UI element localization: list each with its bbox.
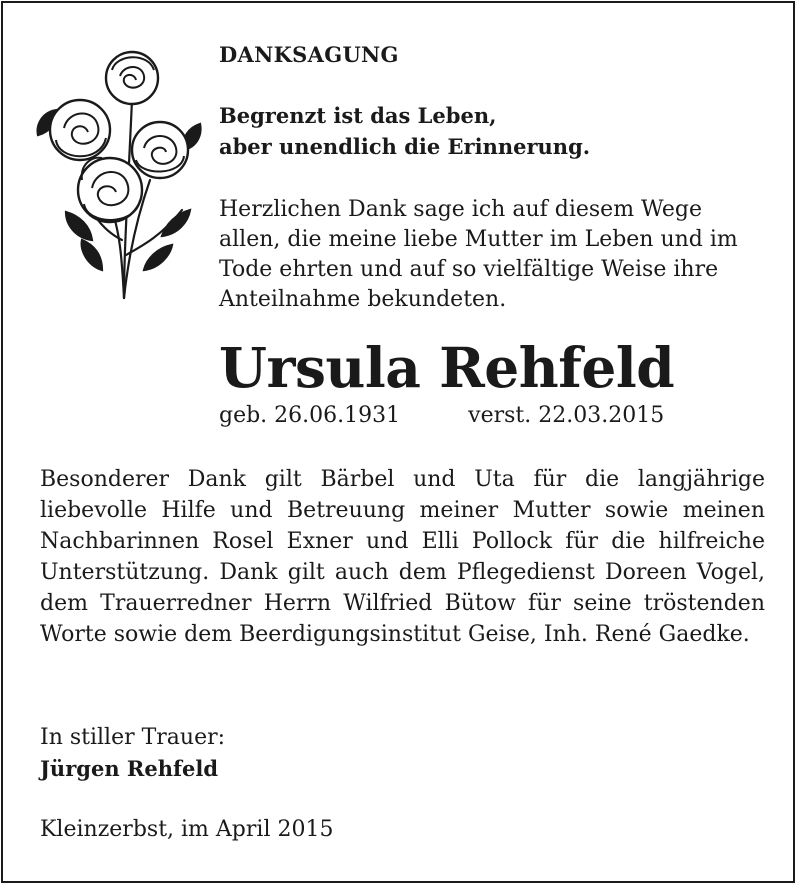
thanks-body: Besonderer Dank gilt Bärbel und Uta für die langjährige liebevolle Hilfe und Betreuung meiner Mutter sowie meinen Nachbarinnen Rosel Exner und Elli Pollock für die hilfreiche Unterstützung. Dank gilt auch dem Pflegedienst Doreen Vogel, dem Trauerredner Herrn Wilfried Bütow für seine tröstenden Worte sowie dem Beerdigungsinstitut Geise, Inh. René Gaedke. [40, 467, 765, 647]
mourning-label: In stiller Trauer: [40, 725, 226, 750]
motto-line-1: Begrenzt ist das Leben, [219, 103, 497, 128]
deceased-name: Ursula Rehfeld [219, 335, 675, 400]
intro-text: Herzlichen Dank sage ich auf diesem Wege allen, die meine liebe Mutter im Leben und im Tode ehrten und auf so vielfältige Weise ihre Anteilnahme bekundeten. [219, 197, 738, 312]
motto [219, 100, 590, 162]
motto-line-2: aber unendlich die Erinnerung. [219, 134, 591, 159]
mourner-name: Jürgen Rehfeld [40, 756, 219, 781]
death-date: verst. 22.03.2015 [468, 403, 665, 428]
notice-heading: DANKSAGUNG [219, 42, 399, 67]
life-dates [219, 403, 664, 428]
roses-bouquet-icon [32, 40, 202, 302]
mourning-block [40, 722, 225, 784]
birth-date: geb. 26.06.1931 [219, 403, 401, 428]
place-date: Kleinzerbst, im April 2015 [40, 817, 334, 842]
